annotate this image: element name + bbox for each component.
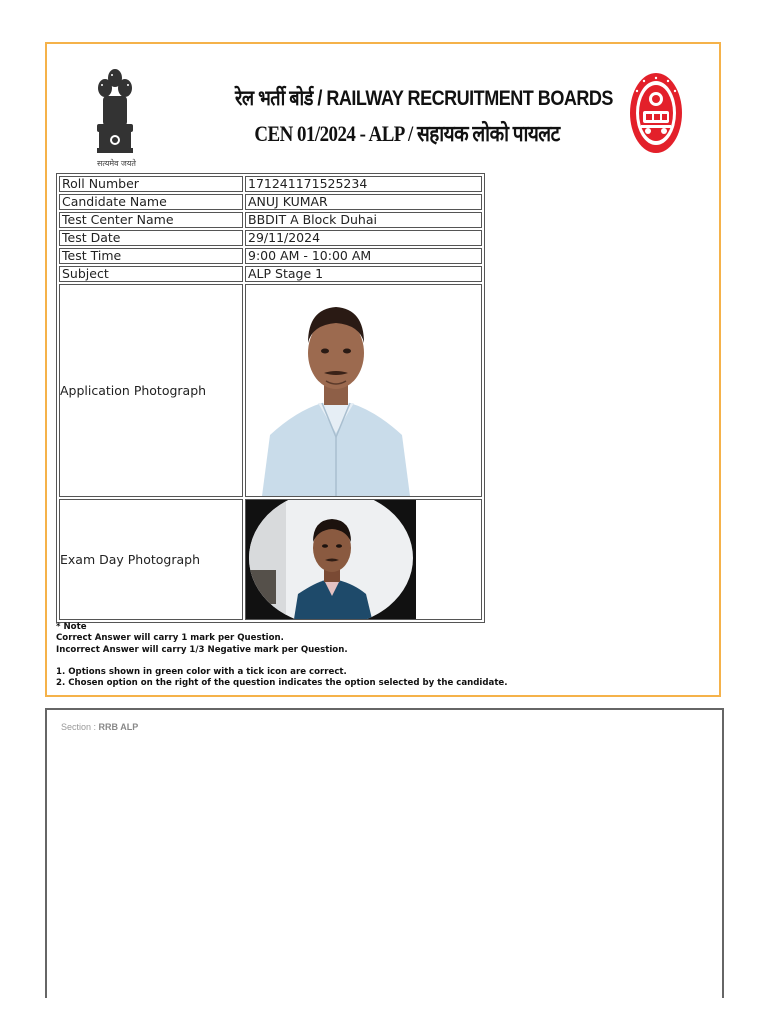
admit-card xyxy=(45,42,721,697)
note-heading: * Note xyxy=(56,622,87,632)
section-prefix: Section : xyxy=(61,722,97,732)
exam-day-photo-label: Exam Day Photograph xyxy=(59,499,243,620)
test-date-label: Test Date xyxy=(59,230,243,246)
note-line: 2. Chosen option on the right of the question indicates the option selected by the candidate. xyxy=(56,678,508,689)
test-time-value: 9:00 AM - 10:00 AM xyxy=(245,248,482,264)
application-photograph xyxy=(256,285,416,496)
subject-value: ALP Stage 1 xyxy=(245,266,482,282)
test-time-label: Test Time xyxy=(59,248,243,264)
national-emblem-icon xyxy=(93,58,137,170)
roll-number-label: Roll Number xyxy=(59,176,243,192)
note-line: Correct Answer will carry 1 mark per Question. xyxy=(56,633,284,644)
exam-day-photograph xyxy=(246,500,416,619)
application-photo-label: Application Photograph xyxy=(59,284,243,497)
test-center-value: BBDIT A Block Duhai xyxy=(245,212,482,228)
table-row xyxy=(59,248,482,264)
application-photo-cell xyxy=(245,284,482,497)
test-date-value: 29/11/2024 xyxy=(245,230,482,246)
note-line: 1. Options shown in green color with a tick icon are correct. xyxy=(56,667,347,678)
table-row xyxy=(59,284,482,497)
exam-notes xyxy=(56,622,508,690)
table-row xyxy=(59,212,482,228)
table-row xyxy=(59,176,482,192)
roll-number-value: 171241171525234 xyxy=(245,176,482,192)
test-center-label: Test Center Name xyxy=(59,212,243,228)
table-row xyxy=(59,230,482,246)
subject-label: Subject xyxy=(59,266,243,282)
section-label xyxy=(61,722,138,732)
exam-title: CEN 01/2024 - ALP / सहायक लोको पायलट xyxy=(254,121,560,146)
board-title: रेल भर्ती बोर्ड / RAILWAY RECRUITMENT BOARDS xyxy=(235,87,613,110)
candidate-name-value: ANUJ KUMAR xyxy=(245,194,482,210)
exam-day-photo-cell xyxy=(245,499,482,620)
section-name: RRB ALP xyxy=(98,722,139,732)
emblem-motto: सत्यमेव जयते xyxy=(97,159,136,168)
candidate-info-table xyxy=(56,173,485,623)
candidate-name-label: Candidate Name xyxy=(59,194,243,210)
note-spacer xyxy=(56,656,508,667)
note-line: Incorrect Answer will carry 1/3 Negative mark per Question. xyxy=(56,644,348,655)
section-panel xyxy=(45,708,724,998)
table-row xyxy=(59,266,482,282)
table-row xyxy=(59,499,482,620)
indian-railways-logo-icon xyxy=(628,71,684,155)
table-row xyxy=(59,194,482,210)
page-header xyxy=(207,84,613,148)
